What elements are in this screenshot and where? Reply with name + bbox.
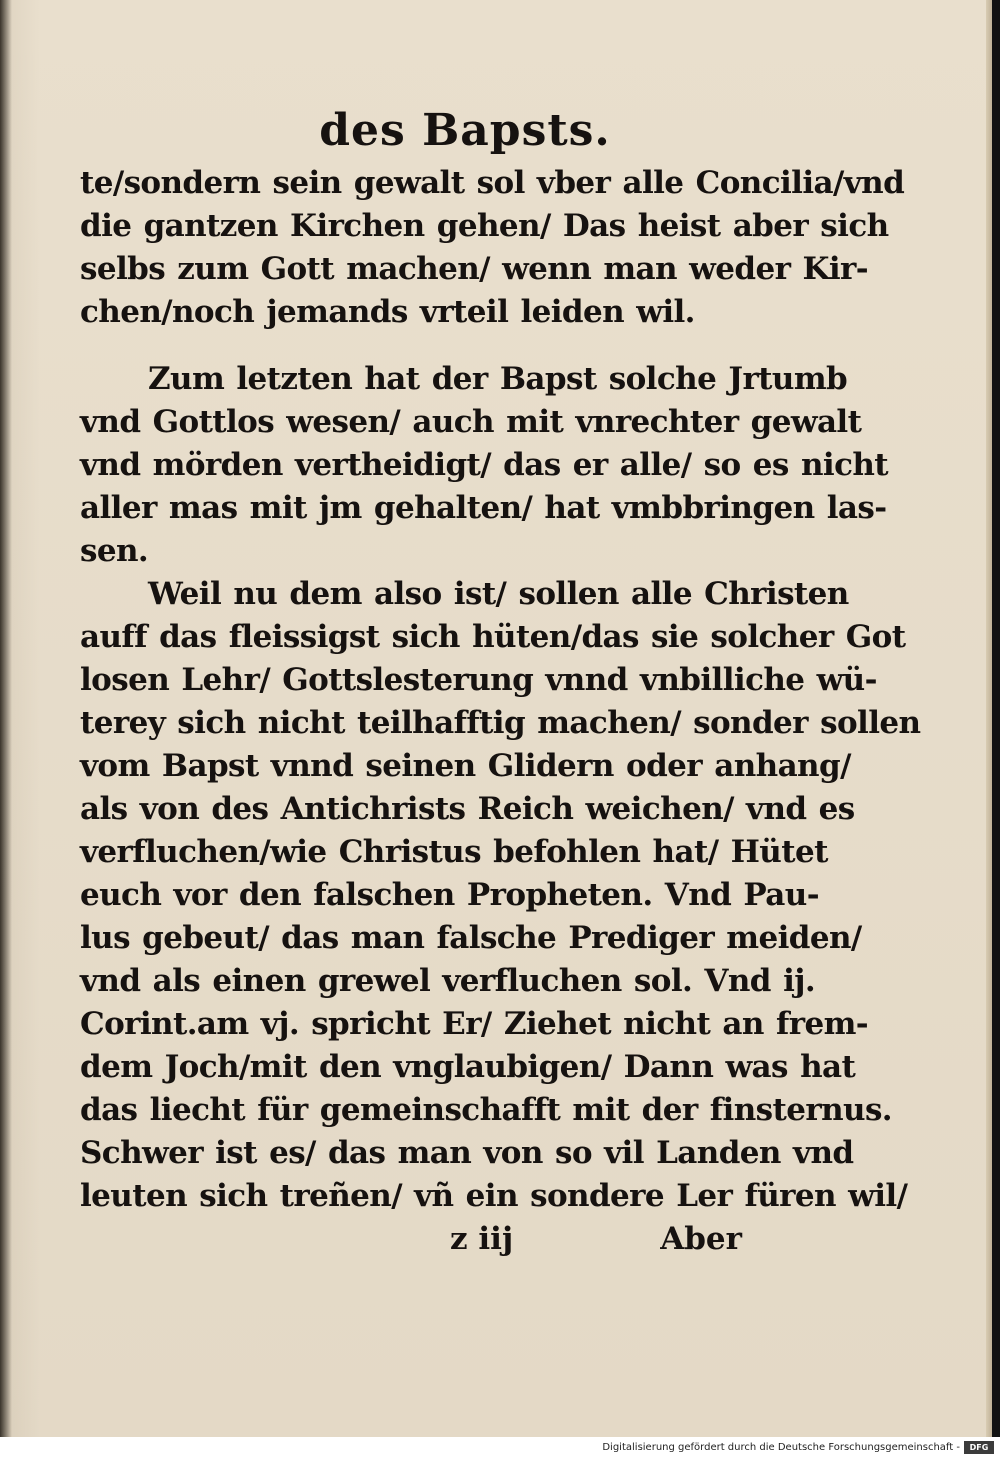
book-spine-shadow [0, 0, 12, 1437]
text-line: verfluchen/wie Christus befohlen hat/ Hütet [80, 834, 828, 870]
page-edge [986, 0, 992, 1437]
text-block [80, 100, 921, 1261]
digitization-footer [0, 1437, 1000, 1458]
paragraph-2 [80, 358, 889, 573]
dfg-logo-icon: DFG [964, 1441, 994, 1454]
text-line: vnd mörden vertheidigt/ das er alle/ so es nicht [80, 447, 889, 483]
text-line: sen. [80, 533, 149, 569]
text-line: Zum letzten hat der Bapst solche Jrtumb [148, 361, 848, 397]
text-line: leuten sich treñen/ vñ ein sondere Ler füren wil/ [80, 1178, 908, 1214]
text-line: auff das fleissigst sich hüten/das sie solcher Got [80, 619, 906, 655]
text-line: die gantzen Kirchen gehen/ Das heist aber sich [80, 208, 889, 244]
text-line: terey sich nicht teilhafftig machen/ sonder sollen [80, 705, 921, 741]
paragraph-gap [80, 334, 760, 358]
funding-credit: Digitalisierung gefördert durch die Deutsche Forschungsgemeinschaft - [602, 1442, 960, 1453]
paragraph-1 [80, 162, 905, 334]
text-line: te/sondern sein gewalt sol vber alle Concilia/vnd [80, 165, 905, 201]
text-line: euch vor den falschen Propheten. Vnd Pau- [80, 877, 819, 913]
text-line: Weil nu dem also ist/ sollen alle Christen [148, 576, 849, 612]
text-line: das liecht für gemeinschafft mit der finsternus. [80, 1092, 892, 1128]
text-line: aller mas mit jm gehalten/ hat vmbbringen las- [80, 490, 887, 526]
text-line: vom Bapst vnnd seinen Glidern oder anhang/ [80, 748, 851, 784]
text-line: Schwer ist es/ das man von so vil Landen vnd [80, 1135, 854, 1171]
text-line: vnd Gottlos wesen/ auch mit vnrechter gewalt [80, 404, 862, 440]
text-line: selbs zum Gott machen/ wenn man weder Kir- [80, 251, 869, 287]
text-line: Corint.am vj. spricht Er/ Ziehet nicht an frem- [80, 1006, 869, 1042]
page-footer-line [80, 1218, 760, 1261]
paragraph-3 [80, 573, 921, 1218]
signature-mark: z iij [450, 1221, 514, 1257]
text-line: vnd als einen grewel verfluchen sol. Vnd ij. [80, 963, 816, 999]
running-header: des Bapsts. [319, 105, 611, 156]
text-line: als von des Antichrists Reich weichen/ vnd es [80, 791, 855, 827]
text-line: lus gebeut/ das man falsche Prediger meiden/ [80, 920, 862, 956]
text-line: losen Lehr/ Gottslesterung vnnd vnbilliche wü- [80, 662, 877, 698]
text-line: dem Joch/mit den vnglaubigen/ Dann was hat [80, 1049, 856, 1085]
catchword: Aber [660, 1221, 742, 1257]
text-line: chen/noch jemands vrteil leiden wil. [80, 294, 695, 330]
